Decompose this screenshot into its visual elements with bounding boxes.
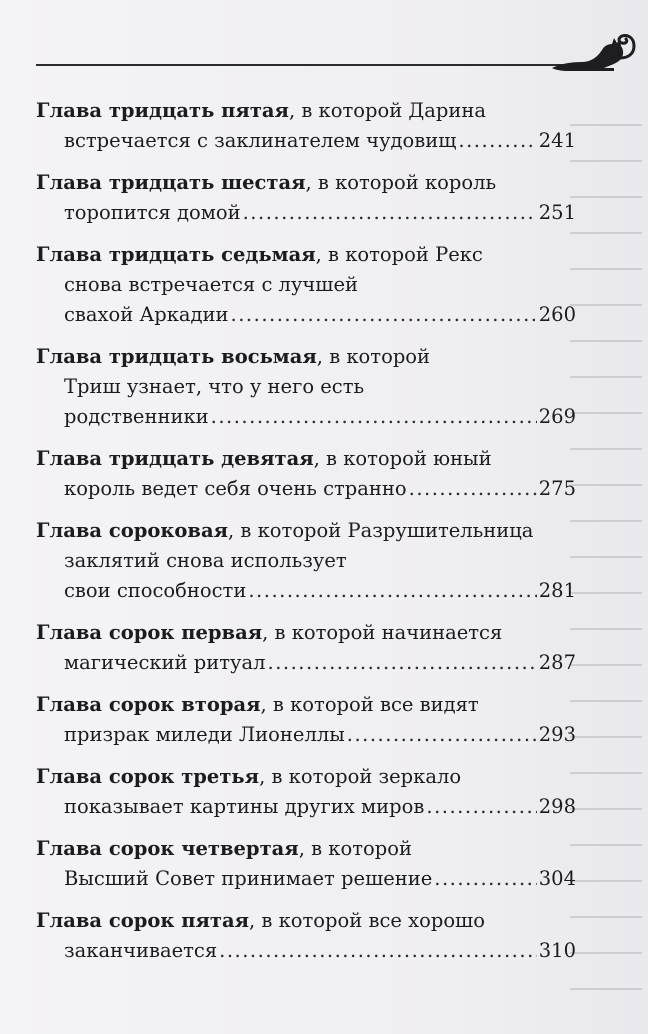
chapter-title: Глава сорок пятая <box>36 909 250 932</box>
chapter-description-line <box>36 402 576 432</box>
chapter-text: , в которой юный <box>313 447 492 470</box>
chapter-text: , в которой все видят <box>260 693 479 716</box>
chapter-title: Глава тридцать пятая <box>36 99 289 122</box>
chapter-description-line <box>36 270 576 300</box>
page-number: 251 <box>538 201 576 224</box>
toc-entry <box>36 96 576 156</box>
chapter-heading-line <box>36 342 576 372</box>
chapter-description-line <box>36 864 576 894</box>
chapter-title: Глава тридцать восьмая <box>36 345 317 368</box>
chapter-text: магический ритуал <box>64 651 266 674</box>
chapter-title: Глава тридцать девятая <box>36 447 314 470</box>
dot-leader <box>458 126 536 156</box>
dot-leader <box>231 300 537 330</box>
chapter-title: Глава сорок четвертая <box>36 837 299 860</box>
chapter-description-line <box>36 720 576 750</box>
dot-leader <box>347 720 537 750</box>
chapter-text: , в которой Дарина <box>288 99 486 122</box>
chapter-description-line <box>36 576 576 606</box>
page-number: 298 <box>538 795 576 818</box>
page-number: 241 <box>538 129 576 152</box>
chapter-text: , в которой зеркало <box>259 765 462 788</box>
chapter-heading-line <box>36 240 576 270</box>
chapter-title: Глава сорок первая <box>36 621 263 644</box>
chapter-text: король ведет себя очень странно <box>64 477 407 500</box>
chapter-text: Высший Совет принимает решение <box>64 867 433 890</box>
chapter-text: , в которой <box>316 345 431 368</box>
page-number: 304 <box>538 867 576 890</box>
dot-leader <box>219 936 537 966</box>
chapter-text: свои способности <box>64 579 247 602</box>
toc-entry <box>36 834 576 894</box>
toc-entry <box>36 168 576 228</box>
toc-entry <box>36 240 576 330</box>
chapter-text: , в которой Рекс <box>315 243 483 266</box>
chapter-heading-line <box>36 762 576 792</box>
toc-entry <box>36 618 576 678</box>
page-number: 260 <box>538 303 576 326</box>
chapter-description-line <box>36 792 576 822</box>
chapter-heading-line <box>36 96 576 126</box>
chapter-heading-line <box>36 444 576 474</box>
chapter-heading-line <box>36 168 576 198</box>
chapter-text: , в которой <box>298 837 412 860</box>
chapter-text: , в которой начинается <box>262 621 503 644</box>
page-number: 281 <box>538 579 576 602</box>
page-number: 287 <box>538 651 576 674</box>
chapter-heading-line <box>36 516 576 546</box>
chapter-text: Триш узнает, что у него есть <box>64 375 365 398</box>
toc-entry <box>36 762 576 822</box>
dot-leader <box>426 792 536 822</box>
chapter-title: Глава сорок вторая <box>36 693 261 716</box>
toc-entry <box>36 444 576 504</box>
dot-leader <box>268 648 537 678</box>
chapter-description-line <box>36 546 576 576</box>
toc-entry <box>36 690 576 750</box>
chapter-text: заклятий снова использует <box>64 549 347 572</box>
dot-leader <box>248 576 536 606</box>
chapter-text: родственники <box>64 405 209 428</box>
toc-entry <box>36 516 576 606</box>
chapter-text: свахой Аркадии <box>64 303 229 326</box>
header-rule <box>36 64 564 66</box>
page-number: 269 <box>538 405 576 428</box>
chapter-title: Глава сорок третья <box>36 765 260 788</box>
page-number: 310 <box>538 939 576 962</box>
chapter-description-line <box>36 936 576 966</box>
chapter-text: , в которой король <box>305 171 497 194</box>
chapter-heading-line <box>36 690 576 720</box>
cat-icon <box>548 28 644 74</box>
toc-entry <box>36 906 576 966</box>
dot-leader <box>211 402 537 432</box>
chapter-text: заканчивается <box>64 939 218 962</box>
chapter-text: снова встречается с лучшей <box>64 273 358 296</box>
chapter-description-line <box>36 198 576 228</box>
chapter-heading-line <box>36 834 576 864</box>
chapter-text: призрак миледи Лионеллы <box>64 723 345 746</box>
chapter-description-line <box>36 126 576 156</box>
chapter-title: Глава тридцать седьмая <box>36 243 316 266</box>
chapter-title: Глава сороковая <box>36 519 229 542</box>
dot-leader <box>434 864 536 894</box>
chapter-text: , в которой Разрушительница <box>228 519 534 542</box>
chapter-text: , в которой все хорошо <box>249 909 485 932</box>
dot-leader <box>409 474 537 504</box>
chapter-description-line <box>36 474 576 504</box>
dot-leader <box>243 198 537 228</box>
chapter-text: встречается с заклинателем чудовищ <box>64 129 457 152</box>
chapter-description-line <box>36 648 576 678</box>
chapter-heading-line <box>36 906 576 936</box>
chapter-text: показывает картины других миров <box>64 795 425 818</box>
chapter-heading-line <box>36 618 576 648</box>
chapter-title: Глава тридцать шестая <box>36 171 306 194</box>
chapter-description-line <box>36 300 576 330</box>
chapter-text: торопится домой <box>64 201 241 224</box>
table-of-contents <box>36 96 576 966</box>
page-number: 275 <box>538 477 576 500</box>
toc-entry <box>36 342 576 432</box>
page-number: 293 <box>538 723 576 746</box>
chapter-description-line <box>36 372 576 402</box>
